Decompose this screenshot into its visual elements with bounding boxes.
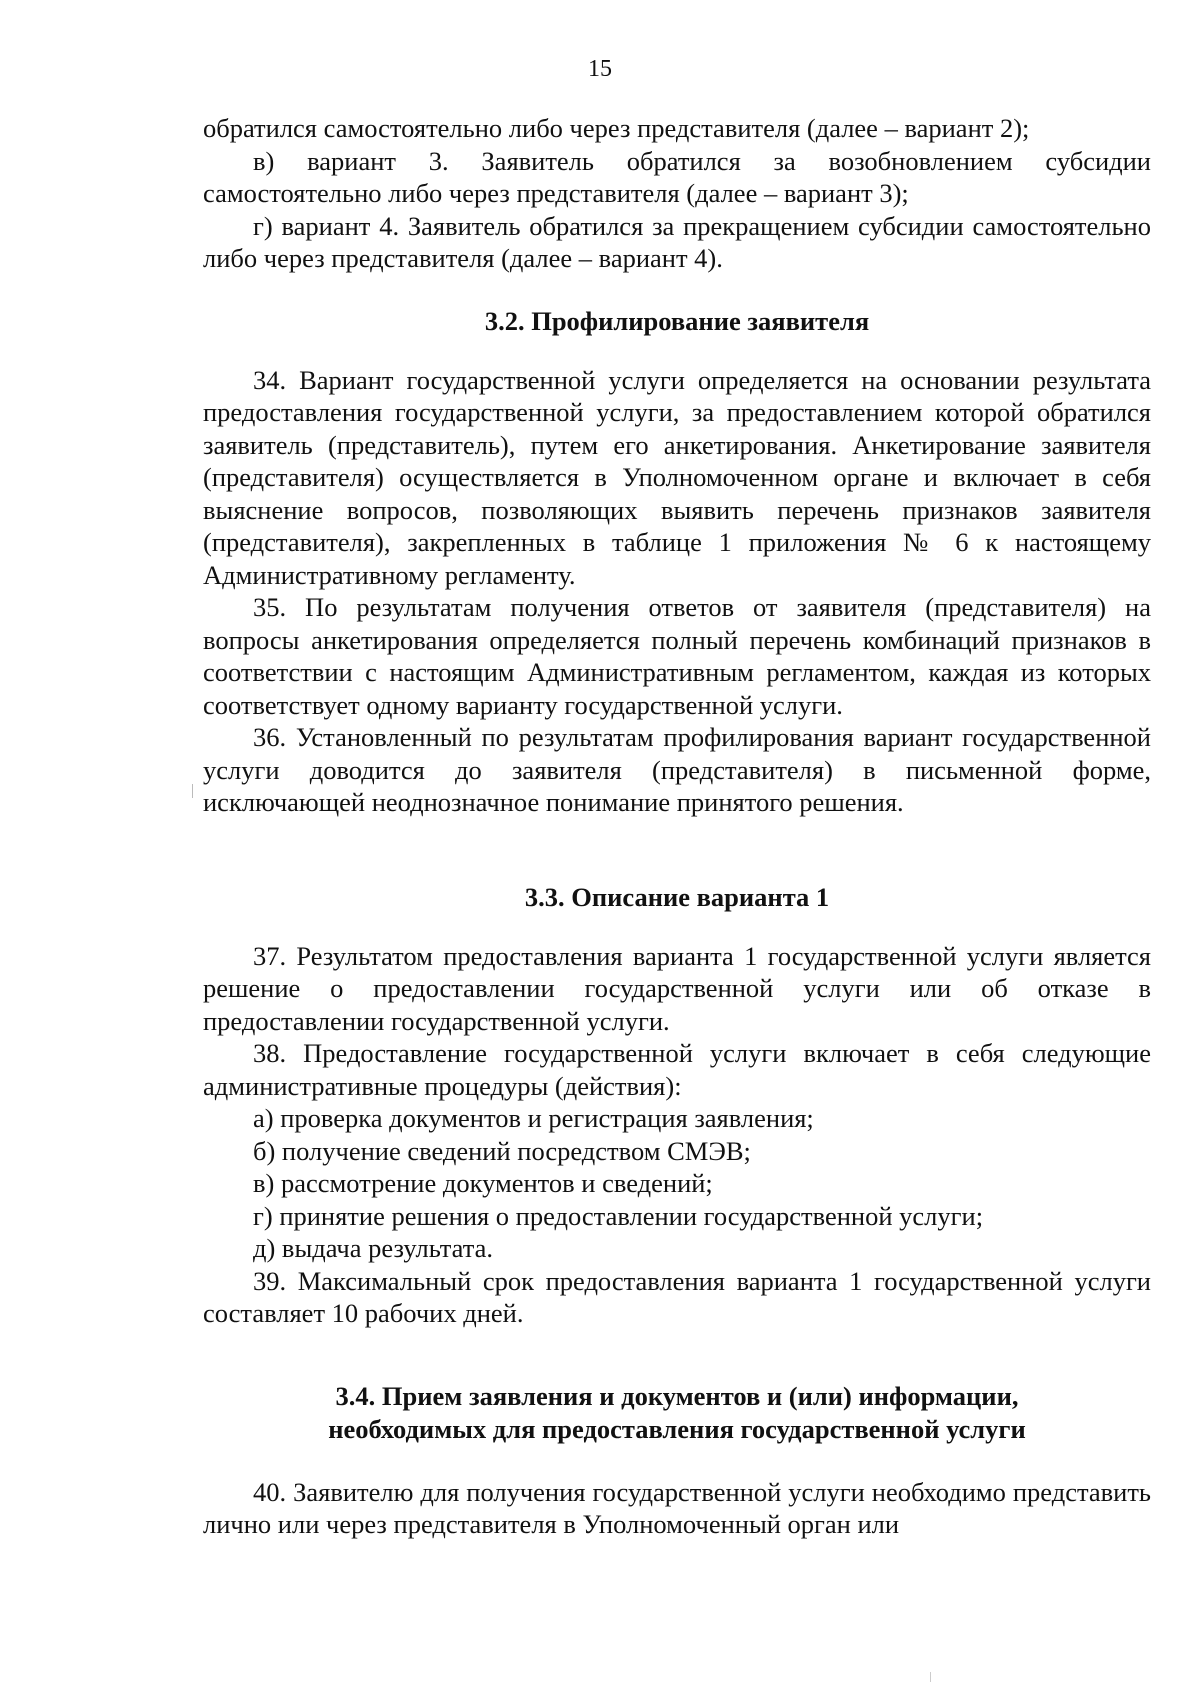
page-number: 15 [588, 56, 612, 82]
paragraph-36: 36. Установленный по результатам профилирования вариант государственной услуги доводится до заявителя (представителя) в письменной форме, исключающей неоднозначное понимание принятого решения. [203, 722, 1151, 817]
section-heading-3-3: 3.3. Описание варианта 1 [524, 881, 830, 912]
paragraph-continuation: обратился самостоятельно либо через представителя (далее – вариант 2); [203, 113, 1030, 143]
paragraph-40: 40. Заявителю для получения государственной услуги необходимо представить лично или через представителя в Уполномоченный орган или [203, 1476, 1151, 1539]
section-heading-3-4-line-2: необходимых для предоставления государственной услуги [328, 1413, 1026, 1444]
list-item-v: в) рассмотрение документов и сведений; [253, 1168, 713, 1198]
list-item-g: г) принятие решения о предоставлении государственной услуги; [253, 1200, 984, 1231]
list-item-b: б) получение сведений посредством СМЭВ; [253, 1135, 751, 1166]
paragraph-34: 34. Вариант государственной услуги определяется на основании результата предоставления государственной услуги, за предоставлением которой обратился заявитель (представитель), путем его анкетирования. Анкетирование заявителя (представителя) осуществляется в Уполномоченном органе и включает в себя выяснение вопросов, позволяющих выявить перечень признаков заявителя (представителя), закрепленных в таблице 1 приложения № 6 к настоящему Административному регламенту. [203, 364, 1151, 590]
paragraph-variant-4: г) вариант 4. Заявитель обратился за прекращением субсидии самостоятельно либо через представителя (далее – вариант 4). [203, 210, 1151, 273]
list-item-a: а) проверка документов и регистрация заявления; [253, 1103, 814, 1133]
paragraph-35: 35. По результатам получения ответов от заявителя (представителя) на вопросы анкетирования определяется полный перечень комбинаций признаков в соответствии с настоящим Административным регламентом, каждая из которых соответствует одному варианту государственной услуги. [203, 592, 1151, 720]
list-item-d: д) выдача результата. [253, 1233, 494, 1263]
scan-mark [930, 1672, 931, 1682]
document-body [203, 112, 1151, 1541]
paragraph-variant-3: в) вариант 3. Заявитель обратился за возобновлением субсидии самостоятельно либо через представителя (далее – вариант 3); [203, 145, 1151, 208]
paragraph-37: 37. Результатом предоставления варианта 1 государственной услуги является решение о предоставлении государственной услуги или об отказе в предоставлении государственной услуги. [203, 940, 1151, 1036]
paragraph-38: 38. Предоставление государственной услуги включает в себя следующие административные процедуры (действия): [203, 1038, 1151, 1101]
section-heading-3-4-line-1: 3.4. Прием заявления и документов и (или) информации, [335, 1380, 1019, 1411]
scan-mark [192, 784, 193, 798]
paragraph-39: 39. Максимальный срок предоставления варианта 1 государственной услуги составляет 10 рабочих дней. [203, 1265, 1151, 1328]
section-heading-3-2: 3.2. Профилирование заявителя [484, 305, 870, 336]
